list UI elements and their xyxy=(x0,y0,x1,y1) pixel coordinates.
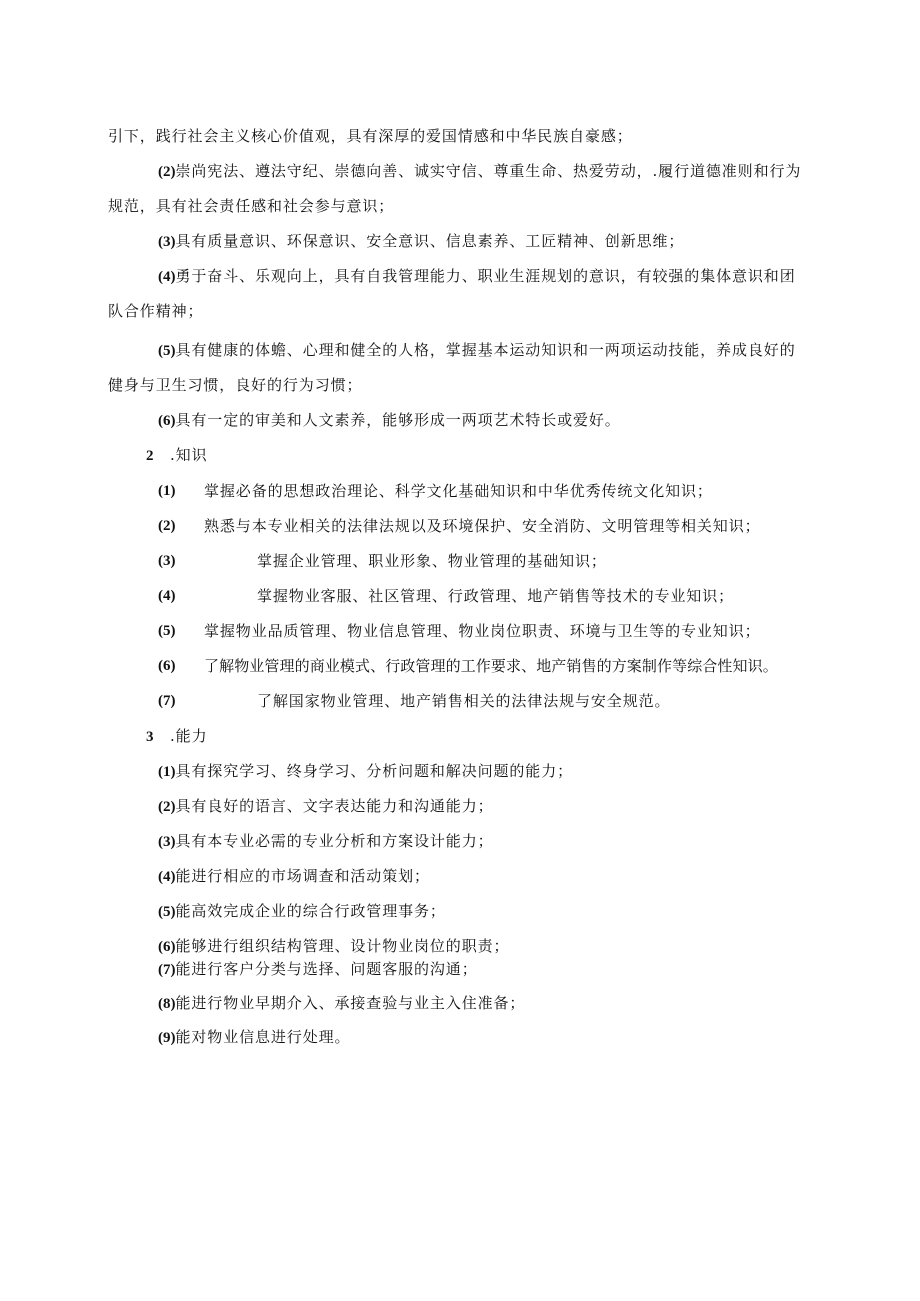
section-title: .能力 xyxy=(170,727,208,745)
item-number: (5) xyxy=(158,343,176,359)
item-text: 能够进行组织结构管理、设计物业岗位的职责； xyxy=(175,937,510,955)
section-number: 3 xyxy=(146,729,155,745)
item-number: (6) xyxy=(158,939,176,955)
item-text: 能高效完成企业的综合行政管理事务； xyxy=(175,902,446,920)
quality-item-6 xyxy=(158,410,621,431)
quality-item-4 xyxy=(158,266,796,287)
section-title: .知识 xyxy=(170,446,208,464)
item-text-continuation: 队合作精神； xyxy=(108,302,204,320)
item-number: (3) xyxy=(158,834,176,850)
item-number: (1) xyxy=(158,764,176,780)
item-number: (4) xyxy=(158,269,176,285)
ability-item-3 xyxy=(158,831,494,852)
item-number: (9) xyxy=(158,1030,176,1046)
quality-item-2 xyxy=(158,161,801,182)
item-number: (2) xyxy=(158,799,176,815)
ability-item-7 xyxy=(158,959,478,980)
ability-item-2 xyxy=(158,796,494,817)
item-number: (6) xyxy=(158,413,176,429)
item-text: 掌握企业管理、职业形象、物业管理的基础知识； xyxy=(257,552,607,570)
item-text: 具有探究学习、终身学习、分析问题和解决问题的能力； xyxy=(175,762,574,780)
ability-item-8 xyxy=(158,993,525,1014)
quality-item-5 xyxy=(158,340,796,361)
section-heading-knowledge xyxy=(146,445,207,466)
item-number: (3) xyxy=(158,234,176,250)
item-number: (5) xyxy=(158,623,176,639)
item-number: (4) xyxy=(158,869,176,885)
item-number: (3) xyxy=(158,553,176,569)
item-text: 能进行客户分类与选择、问题客服的沟通； xyxy=(175,960,478,978)
ability-item-6 xyxy=(158,936,509,957)
item-text: 能对物业信息进行处理。 xyxy=(175,1028,351,1046)
continuation-text: 引下，践行社会主义核心价值观，具有深厚的爱国情感和中华民族自豪感； xyxy=(108,127,633,145)
quality-item-5-cont xyxy=(108,375,362,395)
continuation-line xyxy=(108,126,633,146)
item-text: 了解物业管理的商业模式、行政管理的工作要求、地产销售的方案制作等综合性知识。 xyxy=(204,657,778,675)
item-text: 熟悉与本专业相关的法律法规以及环境保护、安全消防、文明管理等相关知识； xyxy=(204,517,761,535)
item-number: (4) xyxy=(158,588,176,604)
item-text: 能进行相应的市场调查和活动策划； xyxy=(175,867,430,885)
item-number: (1) xyxy=(158,483,176,499)
quality-item-3 xyxy=(158,231,684,252)
item-text: 了解国家物业管理、地产销售相关的法律法规与安全规范。 xyxy=(257,692,671,710)
item-text-continuation: 规范，具有社会责任感和社会参与意识； xyxy=(108,197,395,215)
section-number: 2 xyxy=(146,448,155,464)
item-text: 掌握物业客服、社区管理、行政管理、地产销售等技术的专业知识； xyxy=(257,587,735,605)
item-number: (7) xyxy=(158,693,176,709)
section-heading-abilities xyxy=(146,726,207,747)
item-number: (2) xyxy=(158,164,176,180)
item-text: 具有一定的审美和人文素养，能够形成一两项艺术特长或爱好。 xyxy=(175,411,621,429)
item-number: (2) xyxy=(158,518,176,534)
item-text: 具有良好的语言、文字表达能力和沟通能力； xyxy=(175,797,494,815)
item-text: 掌握必备的思想政治理论、科学文化基础知识和中华优秀传统文化知识； xyxy=(204,482,713,500)
ability-item-9 xyxy=(158,1027,350,1048)
item-text: 具有健康的体蟾、心理和健全的人格，掌握基本运动知识和一两项运动技能，养成良好的 xyxy=(175,341,796,359)
item-text: 能进行物业早期介入、承接查验与业主入住准备； xyxy=(175,994,526,1012)
item-number: (5) xyxy=(158,904,176,920)
item-number: (8) xyxy=(158,996,176,1012)
item-text: 具有本专业必需的专业分析和方案设计能力； xyxy=(175,832,494,850)
quality-item-2-cont xyxy=(108,196,394,216)
item-text: 崇尚宪法、遵法守纪、崇德向善、诚实守信、尊重生命、热爱劳动，.履行道德准则和行为 xyxy=(175,162,802,180)
item-text-continuation: 健身与卫生习惯，良好的行为习惯； xyxy=(108,376,363,394)
item-text: 具有质量意识、环保意识、安全意识、信息素养、工匠精神、创新思维； xyxy=(175,232,685,250)
ability-item-4 xyxy=(158,866,430,887)
item-text: 勇于奋斗、乐观向上，具有自我管理能力、职业生涯规划的意识，有较强的集体意识和团 xyxy=(175,267,796,285)
quality-item-4-cont xyxy=(108,301,203,321)
item-number: (6) xyxy=(158,658,176,674)
ability-item-5 xyxy=(158,901,446,922)
ability-item-1 xyxy=(158,761,573,782)
item-text: 掌握物业品质管理、物业信息管理、物业岗位职责、环境与卫生等的专业知识； xyxy=(204,622,761,640)
item-number: (7) xyxy=(158,962,176,978)
